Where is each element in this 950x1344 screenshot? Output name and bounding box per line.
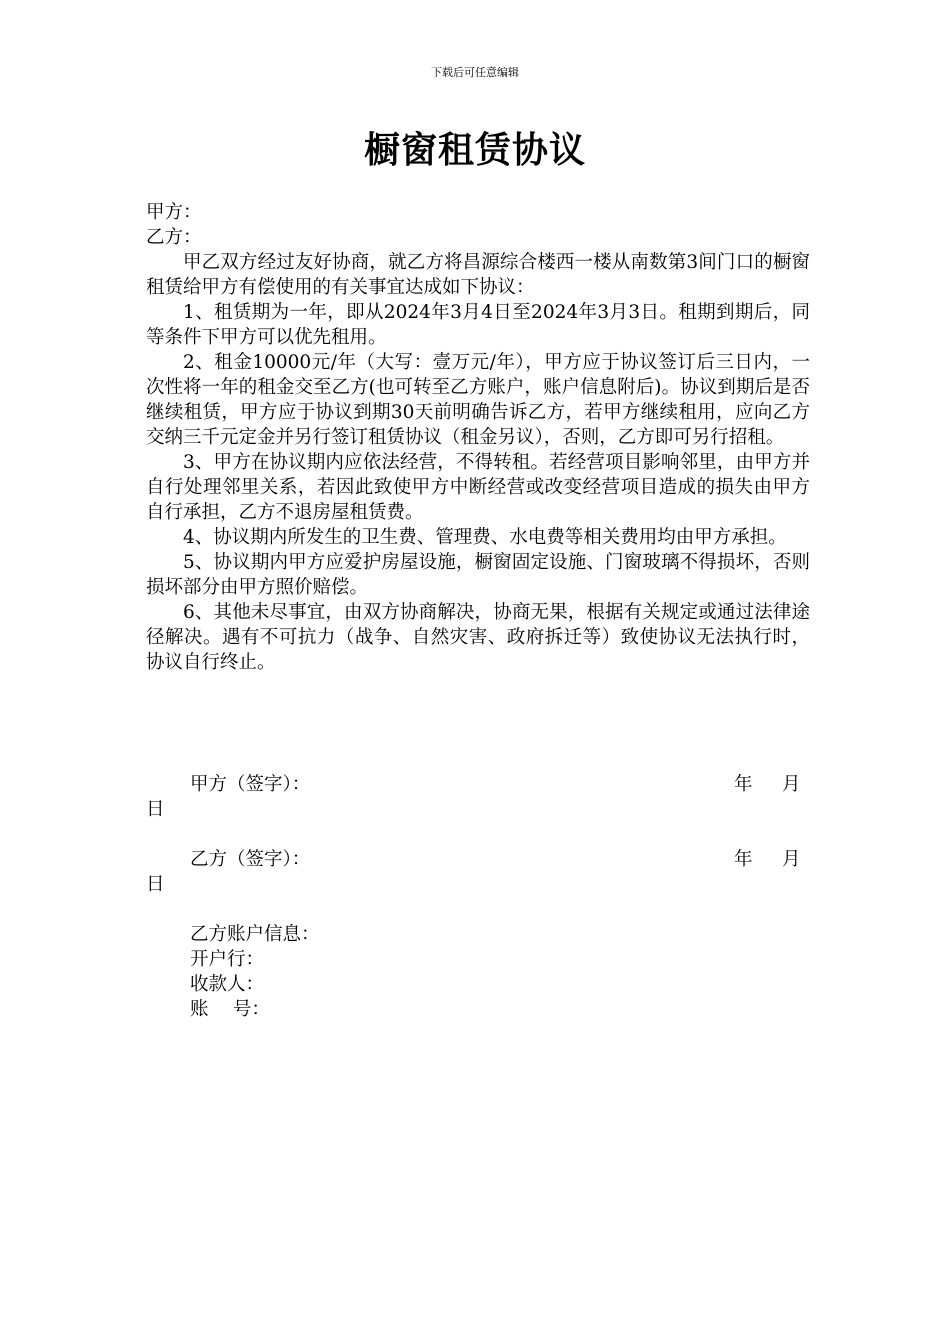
clause-1: 1、租赁期为一年，即从2024年3月4日至2024年3月3日。租期到期后，同等条件下甲方可以优先租用。: [146, 302, 810, 348]
clause-3: 3、甲方在协议期内应依法经营，不得转租。若经营项目影响邻里，由甲方并自行处理邻里关系，若因此致使甲方中断经营或改变经营项目造成的损失由甲方自行承担，乙方不退房屋租赁费。: [146, 452, 810, 523]
signature-year-b: 年: [734, 849, 753, 870]
document-title: 橱窗租赁协议: [363, 129, 586, 171]
clause-5: 5、协议期内甲方应爱护房屋设施，橱窗固定设施、门窗玻璃不得损坏，否则损坏部分由甲方照价赔偿。: [146, 552, 810, 598]
account-number: 账 号：: [190, 999, 270, 1020]
clause-6: 6、其他未尽事宜，由双方协商解决，协商无果，根据有关规定或通过法律途径解决。遇有不可抗力（战争、自然灾害、政府拆迁等）致使协议无法执行时，协议自行终止。: [146, 602, 810, 673]
party-b-line: 乙方：: [146, 227, 202, 248]
signature-label-b: 乙方（签字）：: [190, 849, 311, 870]
account-bank: 开户行：: [190, 949, 265, 970]
account-heading: 乙方账户信息：: [190, 924, 320, 945]
intro-paragraph: 甲乙双方经过友好协商，就乙方将昌源综合楼西一楼从南数第3间门口的橱窗租赁给甲方有偿使用的有关事宜达成如下协议：: [146, 252, 810, 298]
clause-4: 4、协议期内所发生的卫生费、管理费、水电费等相关费用均由甲方承担。: [183, 527, 787, 548]
account-info: [190, 922, 320, 1022]
signature-block-a: [146, 772, 810, 822]
party-a-line: 甲方：: [146, 202, 202, 223]
signature-label-a: 甲方（签字）：: [190, 774, 311, 795]
clause-2: 2、租金10000元/年（大写：壹万元/年），甲方应于协议签订后三日内，一次性将一年的租金交至乙方(也可转至乙方账户，账户信息附后)。协议到期后是否继续租赁，甲方应于协议到期30天前明确告诉乙方，若甲方继续租用，应向乙方交纳三千元定金并另行签订租赁协议（租金另议），否则，乙方即可另行招租。: [146, 352, 810, 448]
agreement-body: [146, 200, 810, 675]
signature-month-b: 月: [782, 849, 801, 870]
signature-year-a: 年: [734, 774, 753, 795]
signature-block-b: [146, 847, 810, 897]
account-payee: 收款人：: [190, 974, 265, 995]
signature-day-a: 日: [146, 799, 165, 820]
signature-month-a: 月: [782, 774, 801, 795]
header-note: 下载后可任意编辑: [431, 66, 519, 79]
signature-day-b: 日: [146, 874, 165, 895]
